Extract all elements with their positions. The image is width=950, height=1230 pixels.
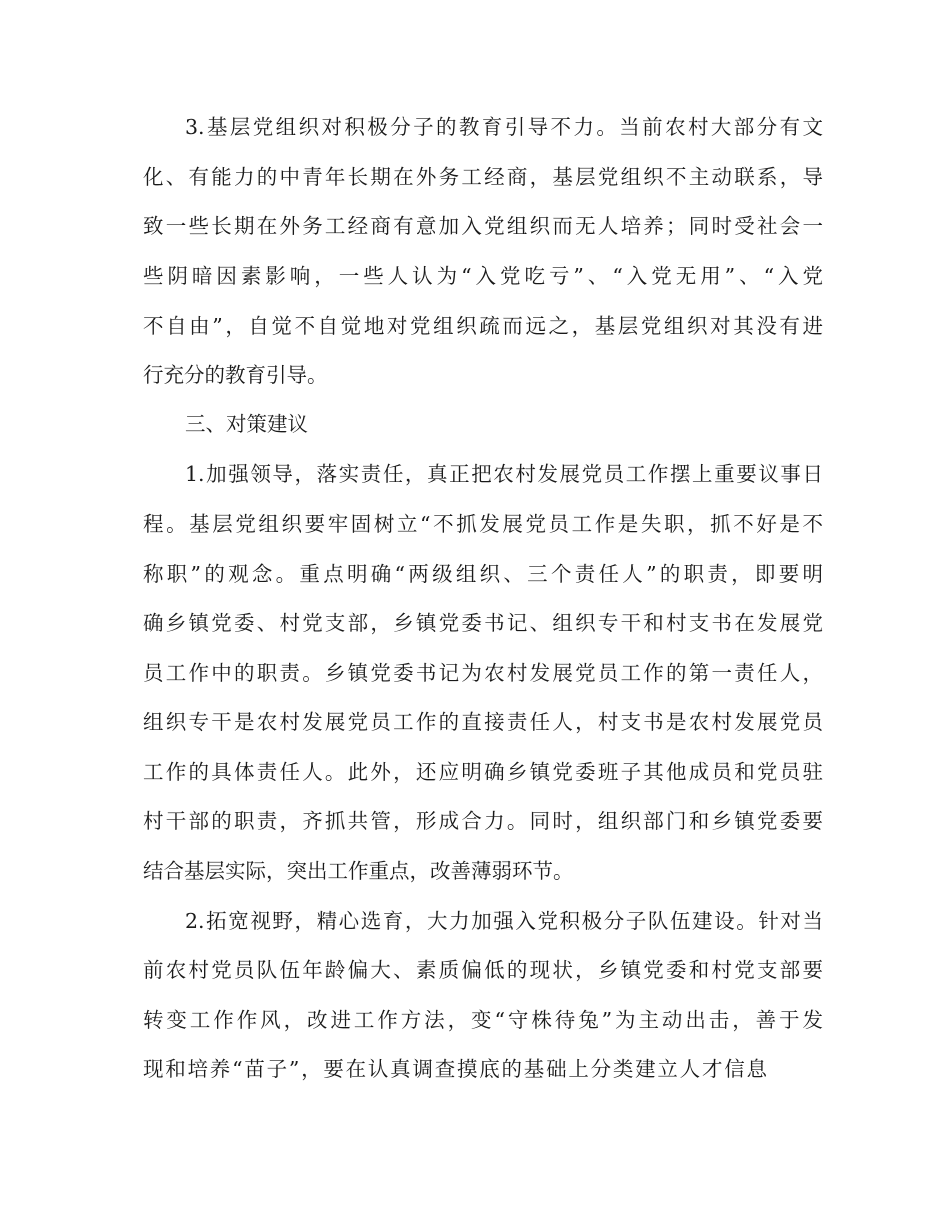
paragraph-3-line-5: 不自由”，自觉不自觉地对党组织疏而远之，基层党组织对其没有进 [143, 314, 823, 338]
paragraph-1-line-6: 组织专干是农村发展党员工作的直接责任人，村支书是农村发展党员 [143, 710, 823, 734]
paragraph-2-line-4: 现和培养“苗子”，要在认真调查摸底的基础上分类建立人才信息 [143, 1057, 767, 1081]
paragraph-2-line-1: 2.拓宽视野，精心选育，大力加强入党积极分子队伍建设。针对当 [185, 909, 823, 933]
paragraph-3-line-3: 致一些长期在外务工经商有意加入党组织而无人培养；同时受社会一 [143, 214, 823, 238]
paragraph-1-line-3: 称职”的观念。重点明确“两级组织、三个责任人”的职责，即要明 [143, 562, 823, 586]
section-heading: 三、对策建议 [185, 412, 308, 436]
paragraph-3-line-1: 3.基层党组织对积极分子的教育引导不力。当前农村大部分有文 [185, 115, 823, 139]
paragraph-3-line-4: 些阴暗因素影响，一些人认为“入党吃亏”、“入党无用”、“入党 [143, 264, 823, 288]
paragraph-1-line-1: 1.加强领导，落实责任，真正把农村发展党员工作摆上重要议事日 [185, 462, 823, 486]
paragraph-1-line-8: 村干部的职责，齐抓共管，形成合力。同时，组织部门和乡镇党委要 [143, 809, 823, 833]
paragraph-1-line-2: 程。基层党组织要牢固树立“不抓发展党员工作是失职，抓不好是不 [143, 512, 823, 536]
paragraph-3-line-2: 化、有能力的中青年长期在外务工经商，基层党组织不主动联系，导 [143, 165, 823, 189]
paragraph-2-line-3: 转变工作作风，改进工作方法，变“守株待兔”为主动出击，善于发 [143, 1008, 823, 1032]
paragraph-3-line-6: 行充分的教育引导。 [143, 363, 328, 387]
paragraph-2-line-2: 前农村党员队伍年龄偏大、素质偏低的现状，乡镇党委和村党支部要 [143, 958, 823, 982]
paragraph-1-line-5: 员工作中的职责。乡镇党委书记为农村发展党员工作的第一责任人， [143, 661, 823, 685]
paragraph-1-line-4: 确乡镇党委、村党支部，乡镇党委书记、组织专干和村支书在发展党 [143, 611, 823, 635]
paragraph-1-line-7: 工作的具体责任人。此外，还应明确乡镇党委班子其他成员和党员驻 [143, 760, 823, 784]
paragraph-1-line-9: 结合基层实际，突出工作重点，改善薄弱环节。 [143, 859, 574, 883]
